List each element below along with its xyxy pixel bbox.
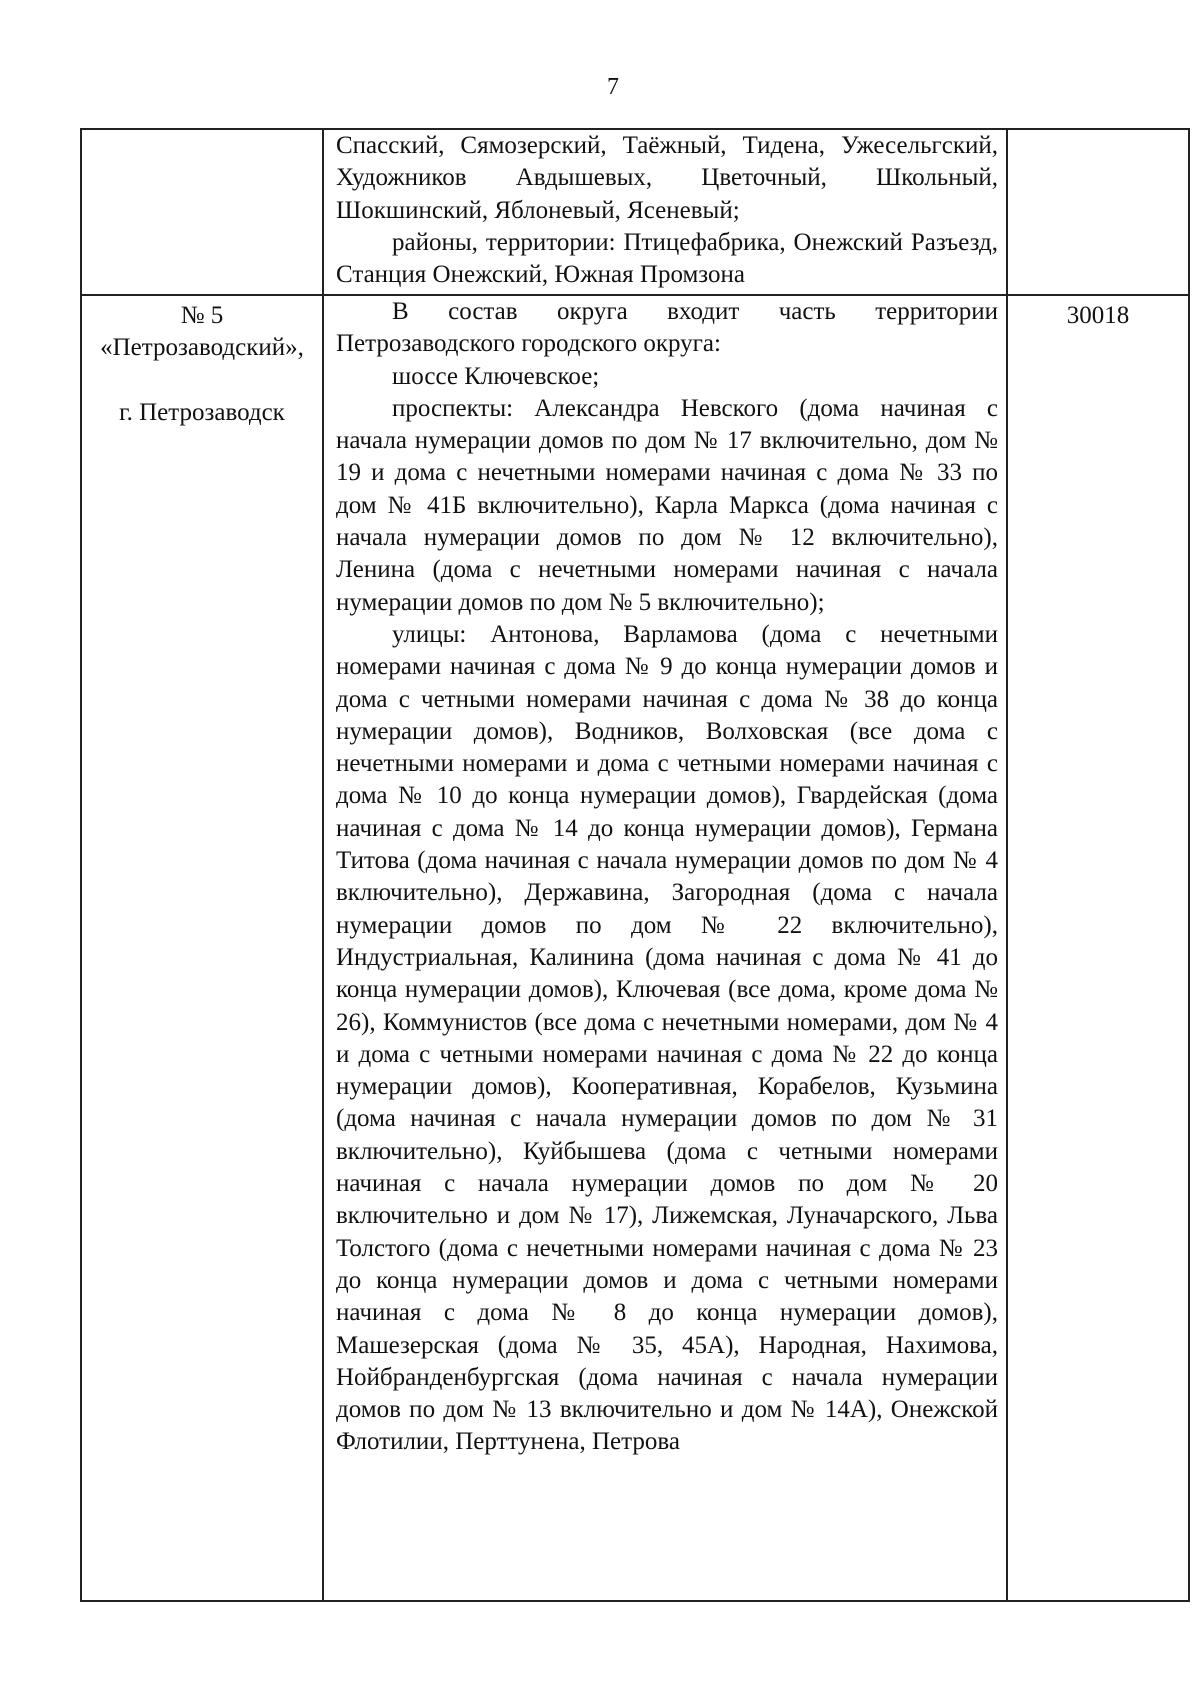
district-description-cell <box>323 295 1007 1601</box>
table-row <box>81 295 1189 1601</box>
description-paragraph: районы, территории: Птицефабрика, Онежский Разъезд, Станция Онежский, Южная Промзона <box>336 228 998 289</box>
description-paragraph: улицы: Антонова, Варламова (дома с нечетными номерами начиная с дома № 9 до конца нумерации домов и дома с четными номерами начиная с дома № 38 до конца нумерации домов), Водников, Волховская (все дома с нечетными номерами и дома с четными номерами начиная с дома № 10 до конца нумерации домов), Гвардейская (дома начиная с дома № 14 до конца нумерации домов), Германа Титова (дома начиная с начала нумерации домов по дом № 4 включительно), Державина, Загородная (дома с начала нумерации домов по дом № 22 включительно), Индустриальная, Калинина (дома начиная с дома № 41 до конца нумерации домов), Ключевая (все дома, кроме дома № 26), Коммунистов (все дома с нечетными номерами, дом № 4 и дома с четными номерами начиная с дома № 22 до конца нумерации домов), Кооперативная, Корабелов, Кузьмина (дома начиная с начала нумерации домов по дом № 31 включительно), Куйбышева (дома с четными номерами начиная с начала нумерации домов по дом № 20 включительно и дом № 17), Лижемская, Луначарского, Льва Толстого (дома с нечетными номерами начиная с дома № 23 до конца нумерации домов и дома с четными номерами начиная с дома № 8 до конца нумерации домов), Машезерская (дома № 35, 45А), Народная, Нахимова, Нойбранденбургская (дома начиная с начала нумерации домов по дом № 13 включительно и дом № 14А), Онежской Флотилии, Перттунена, Петрова <box>336 620 998 1456</box>
district-number: № 5 <box>180 302 224 329</box>
district-title: «Петрозаводский», <box>100 334 304 362</box>
district-description-cell <box>323 129 1007 295</box>
voter-count-cell: 30018 <box>1007 295 1189 1601</box>
district-name-cell <box>81 129 323 295</box>
description-paragraph: Спасский, Сямозерский, Таёжный, Тидена, Ужесельгский, Художников Авдышевых, Цветочный, Школьный, Шокшинский, Яблоневый, Ясеневый; <box>336 132 998 224</box>
voter-count-cell <box>1007 129 1189 295</box>
description-paragraph: проспекты: Александра Невского (дома начиная с начала нумерации домов по дом № 17 включительно, дом № 19 и дома с нечетными номерами начиная с дома № 33 по дом № 41Б включительно), Карла Маркса (дома начиная с начала нумерации домов по дом № 12 включительно), Ленина (дома с нечетными номерами начиная с начала нумерации домов по дом № 5 включительно); <box>336 394 998 616</box>
page-number: 7 <box>607 74 619 100</box>
district-name-cell <box>81 295 323 1601</box>
description-paragraph: шоссе Ключевское; <box>392 362 600 390</box>
table-row <box>81 129 1189 295</box>
districts-table <box>80 128 1190 1602</box>
description-paragraph: В состав округа входит часть территории Петрозаводского городского округа: <box>336 298 998 358</box>
district-name-gap <box>82 365 322 397</box>
district-location: г. Петрозаводск <box>119 398 285 426</box>
